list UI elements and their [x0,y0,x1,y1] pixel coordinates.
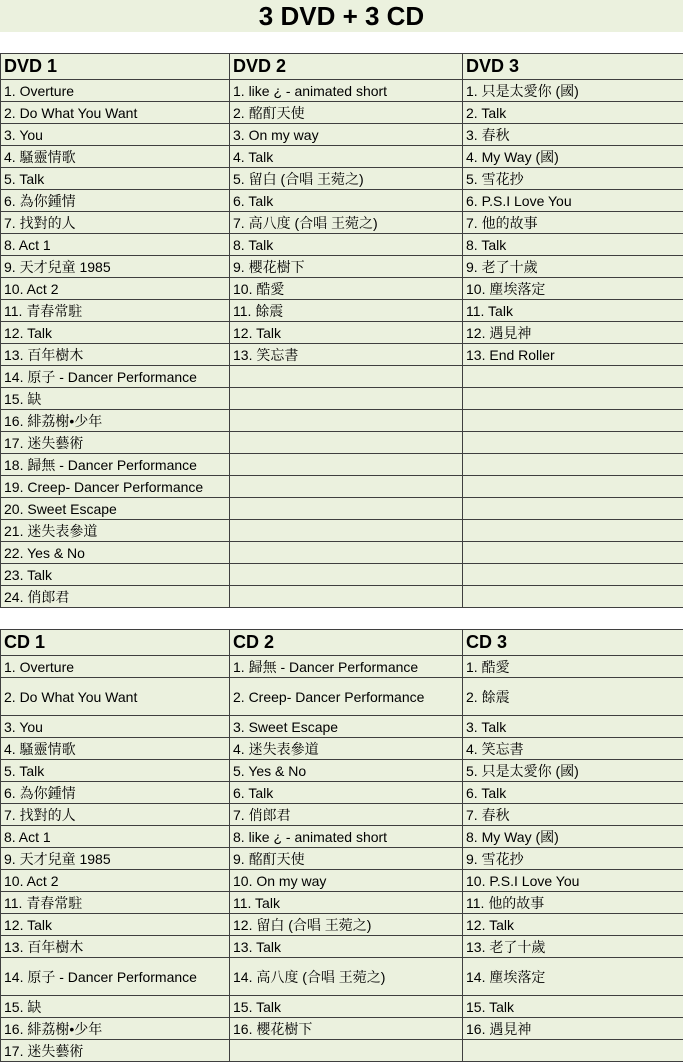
track-cell: 7. 找對的人 [1,804,230,826]
track-cell: 13. 老了十歲 [463,936,683,958]
track-cell: 1. like ¿ - animated short [230,80,463,102]
track-cell: 1. 只是太愛你 (國) [463,80,683,102]
table-row [1,738,683,760]
track-cell: 7. 俏郎君 [230,804,463,826]
track-cell: 12. Talk [463,914,683,936]
track-cell [463,564,683,586]
track-cell [230,410,463,432]
track-cell: 5. 只是太愛你 (國) [463,760,683,782]
track-cell: 14. 原子 - Dancer Performance [1,958,230,996]
track-cell: 8. Talk [230,234,463,256]
track-cell [230,564,463,586]
track-cell: 1. Overture [1,656,230,678]
table-row [1,678,683,716]
track-cell: 23. Talk [1,564,230,586]
table-row [1,300,683,322]
track-cell [230,388,463,410]
track-cell: 13. End Roller [463,344,683,366]
table-row [1,586,683,608]
track-cell: 2. Do What You Want [1,678,230,716]
table-row [1,656,683,678]
track-cell: 20. Sweet Escape [1,498,230,520]
track-cell: 8. My Way (國) [463,826,683,848]
table-row [1,256,683,278]
track-cell: 3. Sweet Escape [230,716,463,738]
table-row [1,782,683,804]
track-cell: 19. Creep- Dancer Performance [1,476,230,498]
table-row [1,1018,683,1040]
track-cell: 12. Talk [1,322,230,344]
track-cell: 12. Talk [230,322,463,344]
table-row [1,936,683,958]
dvd-column-header: DVD 2 [230,54,463,80]
table-row [1,848,683,870]
track-cell: 13. Talk [230,936,463,958]
track-cell: 6. Talk [230,190,463,212]
track-cell [463,476,683,498]
track-cell: 1. 歸無 - Dancer Performance [230,656,463,678]
table-row [1,80,683,102]
track-cell [463,520,683,542]
track-cell: 14. 高八度 (合唱 王菀之) [230,958,463,996]
track-cell: 8. Act 1 [1,826,230,848]
track-cell: 5. 雪花抄 [463,168,683,190]
table-row [1,958,683,996]
track-cell: 14. 原子 - Dancer Performance [1,366,230,388]
table-row [1,168,683,190]
track-cell: 3. You [1,716,230,738]
track-cell [230,520,463,542]
track-cell: 5. Talk [1,168,230,190]
table-row [1,542,683,564]
track-cell: 10. 酷愛 [230,278,463,300]
track-cell: 7. 找對的人 [1,212,230,234]
track-cell: 4. 笑忘書 [463,738,683,760]
track-cell: 4. 騷靈情歌 [1,146,230,168]
table-row [1,410,683,432]
track-cell: 3. You [1,124,230,146]
track-cell [230,1040,463,1062]
track-cell [463,454,683,476]
cd-column-header: CD 1 [1,630,230,656]
table-row [1,146,683,168]
track-cell: 16. 遇見神 [463,1018,683,1040]
track-cell [463,388,683,410]
dvd-header-row [1,54,683,80]
track-cell: 12. Talk [1,914,230,936]
table-row [1,278,683,300]
page-title: 3 DVD + 3 CD [0,0,683,32]
track-cell: 4. My Way (國) [463,146,683,168]
track-cell: 16. 緋荔榭•少年 [1,1018,230,1040]
table-row [1,366,683,388]
track-cell: 17. 迷失藝術 [1,432,230,454]
track-cell: 16. 櫻花樹下 [230,1018,463,1040]
track-cell: 9. 天才兒童 1985 [1,848,230,870]
track-cell: 22. Yes & No [1,542,230,564]
cd-column-header: CD 2 [230,630,463,656]
track-cell: 6. Talk [463,782,683,804]
track-cell: 10. Act 2 [1,870,230,892]
table-row [1,870,683,892]
dvd-tracklist-table [0,53,683,608]
track-cell: 1. 酷愛 [463,656,683,678]
table-row [1,716,683,738]
table-row [1,760,683,782]
table-row [1,914,683,936]
track-cell [463,586,683,608]
table-row [1,234,683,256]
track-cell: 15. 缺 [1,996,230,1018]
table-row [1,344,683,366]
table-row [1,498,683,520]
track-cell [463,432,683,454]
track-cell: 10. P.S.I Love You [463,870,683,892]
track-cell [230,586,463,608]
track-cell: 5. Yes & No [230,760,463,782]
track-cell [230,476,463,498]
table-row [1,826,683,848]
track-cell: 6. 為你鍾情 [1,782,230,804]
track-cell: 7. 高八度 (合唱 王菀之) [230,212,463,234]
track-cell: 6. P.S.I Love You [463,190,683,212]
table-row [1,564,683,586]
track-cell: 5. Talk [1,760,230,782]
track-cell: 11. Talk [230,892,463,914]
table-row [1,476,683,498]
table-row [1,804,683,826]
track-cell: 9. 櫻花樹下 [230,256,463,278]
track-cell: 1. Overture [1,80,230,102]
track-cell: 2. Do What You Want [1,102,230,124]
table-row [1,454,683,476]
track-cell: 4. 迷失表參道 [230,738,463,760]
track-cell: 13. 笑忘書 [230,344,463,366]
track-cell: 4. Talk [230,146,463,168]
track-cell: 3. Talk [463,716,683,738]
track-cell: 15. Talk [463,996,683,1018]
track-cell: 7. 春秋 [463,804,683,826]
track-cell: 11. 他的故事 [463,892,683,914]
track-cell [230,432,463,454]
track-cell [230,454,463,476]
table-row [1,124,683,146]
track-cell: 5. 留白 (合唱 王菀之) [230,168,463,190]
track-cell: 9. 老了十歲 [463,256,683,278]
track-cell: 6. 為你鍾情 [1,190,230,212]
track-cell: 11. 餘震 [230,300,463,322]
track-cell: 12. 遇見神 [463,322,683,344]
track-cell [463,366,683,388]
table-row [1,996,683,1018]
track-cell [230,498,463,520]
table-row [1,892,683,914]
track-cell: 11. 青春常駐 [1,892,230,914]
dvd-column-header: DVD 3 [463,54,683,80]
track-cell: 9. 酩酊天使 [230,848,463,870]
track-cell: 6. Talk [230,782,463,804]
track-cell: 2. Talk [463,102,683,124]
track-cell: 14. 塵埃落定 [463,958,683,996]
track-cell [230,542,463,564]
track-cell: 15. 缺 [1,388,230,410]
track-cell: 7. 他的故事 [463,212,683,234]
track-cell: 13. 百年樹木 [1,344,230,366]
track-cell [463,498,683,520]
track-cell: 11. 青春常駐 [1,300,230,322]
track-cell: 11. Talk [463,300,683,322]
track-cell: 8. like ¿ - animated short [230,826,463,848]
track-cell: 18. 歸無 - Dancer Performance [1,454,230,476]
track-cell: 12. 留白 (合唱 王菀之) [230,914,463,936]
track-cell [463,542,683,564]
track-cell: 3. 春秋 [463,124,683,146]
cd-tracklist-table [0,629,683,1062]
track-cell: 16. 緋荔榭•少年 [1,410,230,432]
table-row [1,212,683,234]
track-cell: 10. On my way [230,870,463,892]
table-row [1,102,683,124]
track-cell: 24. 俏郎君 [1,586,230,608]
track-cell: 4. 騷靈情歌 [1,738,230,760]
table-row [1,1040,683,1062]
track-cell [463,1040,683,1062]
track-cell: 8. Talk [463,234,683,256]
cd-column-header: CD 3 [463,630,683,656]
track-cell: 17. 迷失藝術 [1,1040,230,1062]
table-row [1,432,683,454]
table-row [1,322,683,344]
track-cell: 2. 餘震 [463,678,683,716]
track-cell: 21. 迷失表參道 [1,520,230,542]
track-cell: 10. 塵埃落定 [463,278,683,300]
table-row [1,520,683,542]
table-row [1,388,683,410]
track-cell: 3. On my way [230,124,463,146]
track-cell: 10. Act 2 [1,278,230,300]
track-cell: 9. 雪花抄 [463,848,683,870]
track-cell: 8. Act 1 [1,234,230,256]
track-cell: 2. Creep- Dancer Performance [230,678,463,716]
dvd-column-header: DVD 1 [1,54,230,80]
track-cell [230,366,463,388]
cd-header-row [1,630,683,656]
table-row [1,190,683,212]
track-cell: 2. 酩酊天使 [230,102,463,124]
track-cell [463,410,683,432]
track-cell: 13. 百年樹木 [1,936,230,958]
track-cell: 9. 天才兒童 1985 [1,256,230,278]
track-cell: 15. Talk [230,996,463,1018]
